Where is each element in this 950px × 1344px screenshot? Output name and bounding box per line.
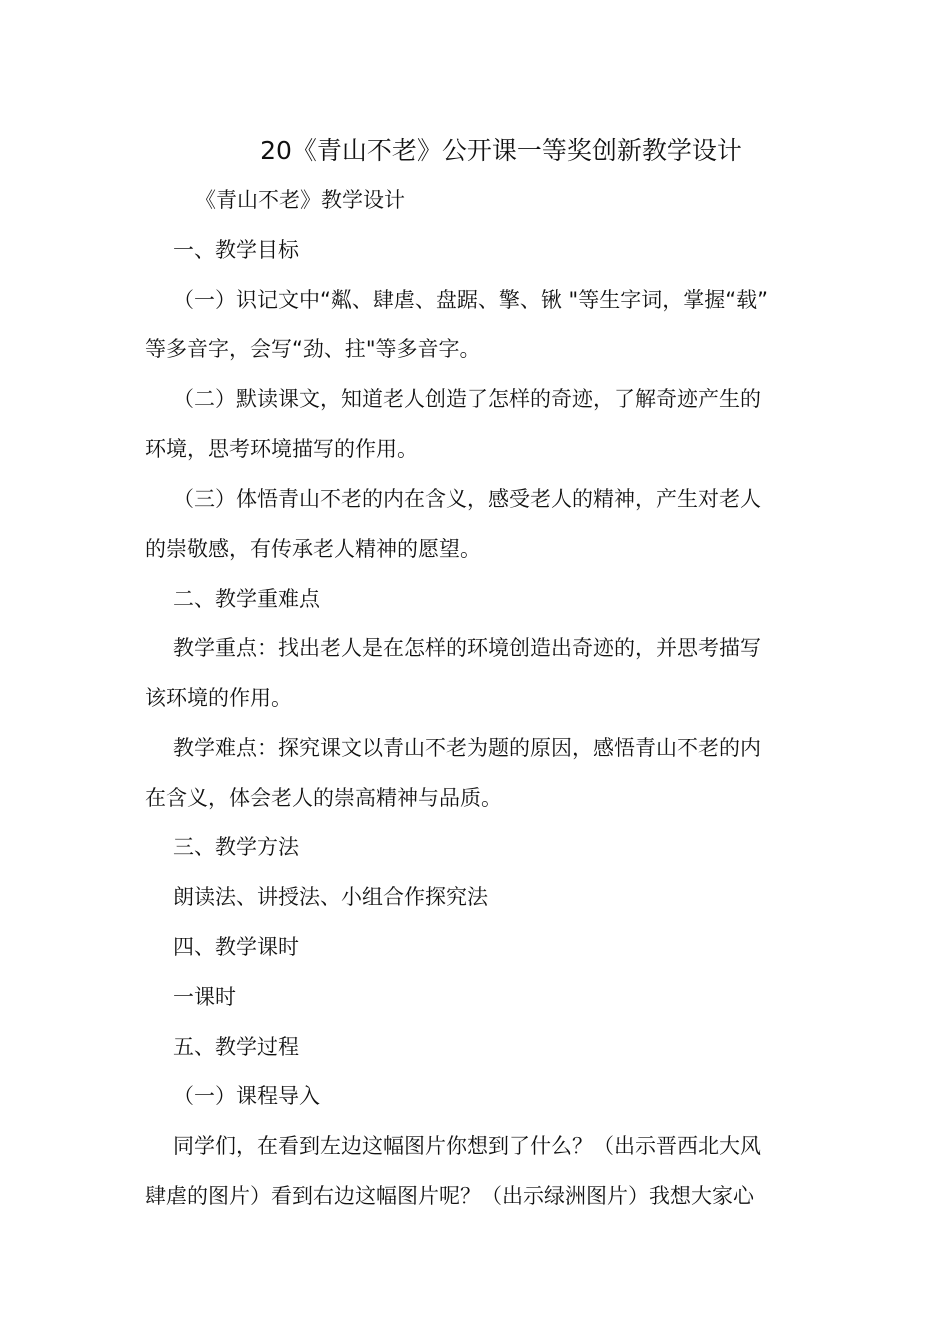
paragraph-line: 同学们，在看到左边这幅图片你想到了什么？（出示晋西北大风 xyxy=(173,1134,761,1158)
document-title: 20《青山不老》公开课一等奖创新教学设计 xyxy=(260,136,742,165)
paragraph-line: 肆虐的图片）看到右边这幅图片呢？（出示绿洲图片）我想大家心 xyxy=(145,1184,754,1208)
paragraph-line: 等多音字，会写“劲、拄"等多音字。 xyxy=(145,337,481,361)
paragraph-line: 该环境的作用。 xyxy=(145,686,292,710)
paragraph-line: 教学难点：探究课文以青山不老为题的原因，感悟青山不老的内 xyxy=(173,736,761,760)
paragraph-line: 环境，思考环境描写的作用。 xyxy=(145,437,418,461)
heading-class-hours: 四、教学课时 xyxy=(173,935,299,959)
subtitle-line: 《青山不老》教学设计 xyxy=(195,188,405,212)
paragraph-line: 的崇敬感，有传承老人精神的愿望。 xyxy=(145,537,481,561)
paragraph-line: （二）默读课文，知道老人创造了怎样的奇迹，了解奇迹产生的 xyxy=(173,387,761,411)
paragraph-line: （三）体悟青山不老的内在含义，感受老人的精神，产生对老人 xyxy=(173,487,761,511)
paragraph-line: 朗读法、讲授法、小组合作探究法 xyxy=(173,885,488,909)
subheading-intro: （一）课程导入 xyxy=(173,1084,320,1108)
paragraph-line: 在含义，体会老人的崇高精神与品质。 xyxy=(145,786,502,810)
paragraph-line: （一）识记文中“粼、肆虐、盘踞、擎、锹 "等生字词，掌握“载” xyxy=(173,288,768,312)
paragraph-line: 教学重点：找出老人是在怎样的环境创造出奇迹的，并思考描写 xyxy=(173,636,761,660)
heading-methods: 三、教学方法 xyxy=(173,835,299,859)
heading-objectives: 一、教学目标 xyxy=(173,238,299,262)
paragraph-line: 一课时 xyxy=(173,985,236,1009)
heading-process: 五、教学过程 xyxy=(173,1035,299,1059)
heading-key-points: 二、教学重难点 xyxy=(173,587,320,611)
